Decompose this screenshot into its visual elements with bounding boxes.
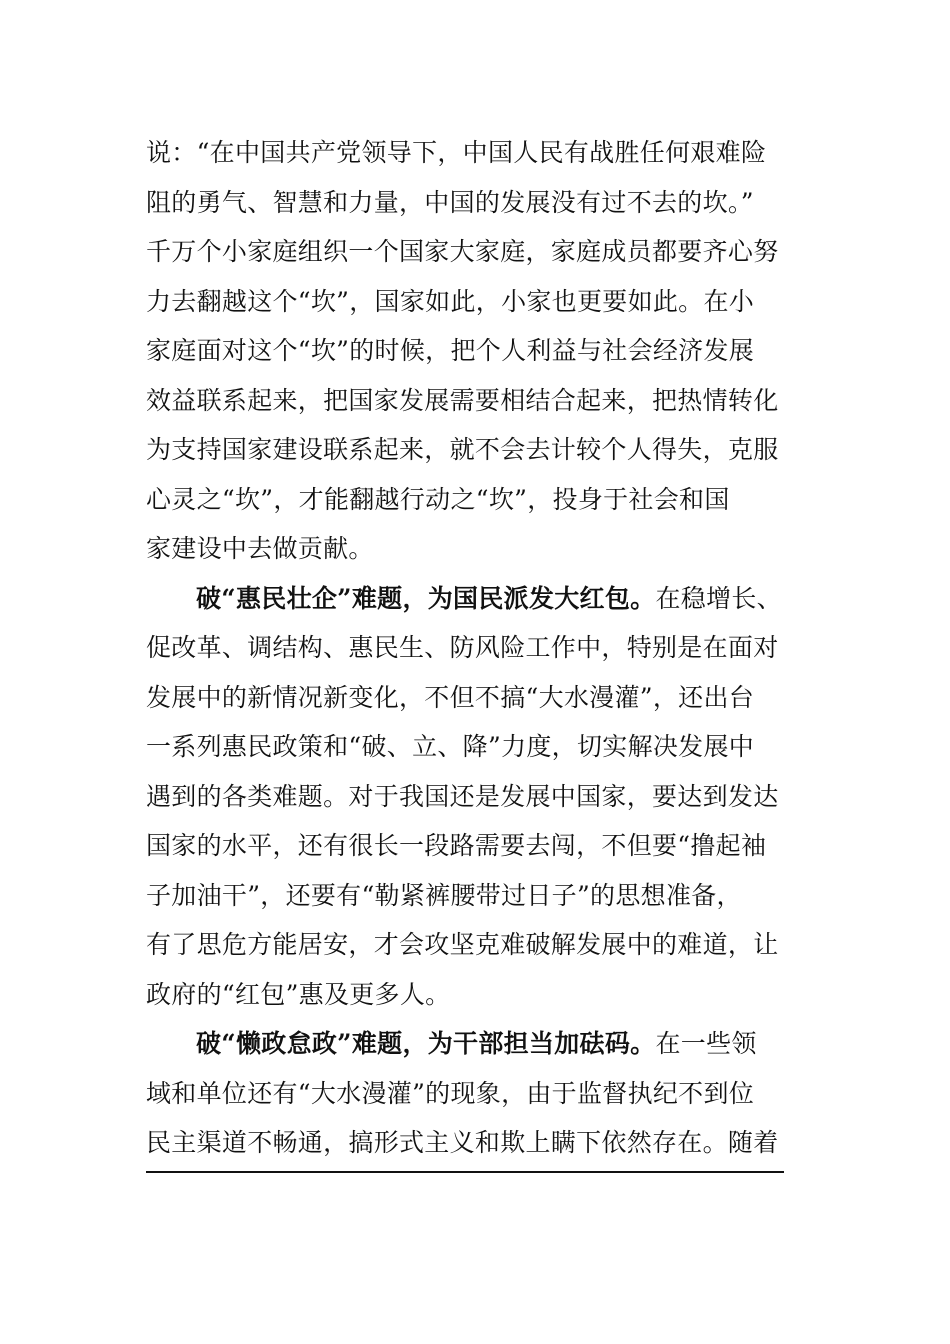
paragraph-heading: 破“懒政怠政”难题，为干部担当加砝码。	[196, 1029, 656, 1058]
text-line: 有了思危方能居安，才会攻坚克难破解发展中的难道，让	[146, 930, 779, 959]
paragraph-first-line-text: 在一些领	[655, 1029, 757, 1058]
text-line: 心灵之“坎”，才能翻越行动之“坎”，投身于社会和国	[146, 484, 730, 514]
body-text	[146, 128, 786, 1168]
text-line: 千万个小家庭组织一个国家大家庭，家庭成员都要齐心努	[146, 237, 779, 266]
text-line: 效益联系起来，把国家发展需要相结合起来，把热情转化	[146, 385, 779, 415]
footer-rule	[146, 1171, 784, 1173]
text-line: 促改革、调结构、惠民生、防风险工作中，特别是在面对	[146, 633, 779, 662]
text-line: 子加油干”，还要有“勒紧裤腰带过日子”的思想准备，	[146, 880, 742, 910]
text-line: 阻的勇气、智慧和力量，中国的发展没有过不去的坎。”	[146, 187, 754, 217]
text-line: 家建设中去做贡献。	[146, 534, 374, 563]
paragraph-first-line	[146, 574, 786, 624]
text-line: 力去翻越这个“坎”，国家如此，小家也更要如此。在小	[146, 286, 755, 316]
text-line: 发展中的新情况新变化，不但不搞“大水漫灌”，还出台	[146, 682, 755, 712]
paragraph-first-line-text: 在稳增长、	[655, 583, 782, 613]
text-line: 为支持国家建设联系起来，就不会去计较个人得失，克服	[146, 435, 779, 464]
text-line: 民主渠道不畅通，搞形式主义和欺上瞒下依然存在。随着	[146, 1128, 779, 1157]
paragraph-heading: 破“惠民壮企”难题，为国民派发大红包。	[196, 583, 656, 613]
text-line: 政府的“红包”惠及更多人。	[146, 979, 451, 1009]
text-line: 国家的水平，还有很长一段路需要去闯，不但要“撸起袖	[146, 831, 767, 860]
text-line: 一系列惠民政策和“破、立、降”力度，切实解决发展中	[146, 732, 755, 761]
text-line: 家庭面对这个“坎”的时候，把个人利益与社会经济发展	[146, 336, 755, 365]
text-line: 遇到的各类难题。对于我国还是发展中国家，要达到发达	[146, 781, 779, 811]
text-line: 域和单位还有“大水漫灌”的现象，由于监督执纪不到位	[146, 1078, 755, 1108]
text-line: 说：“在中国共产党领导下，中国人民有战胜任何艰难险	[146, 138, 767, 167]
paragraph-first-line	[146, 1019, 786, 1069]
